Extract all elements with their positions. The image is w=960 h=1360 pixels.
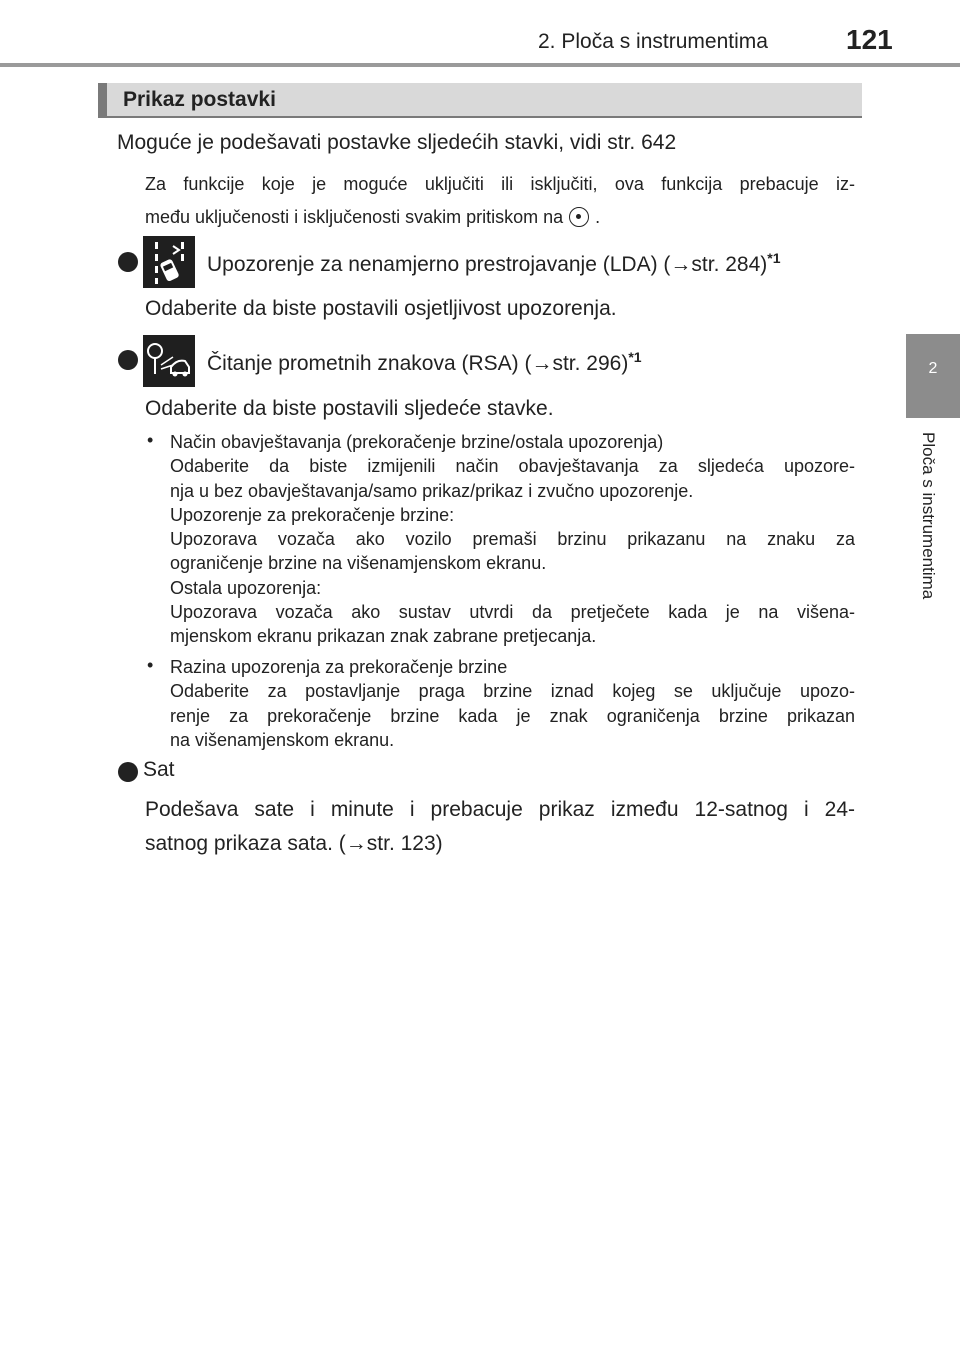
road-sign-assist-icon — [143, 335, 195, 387]
subitem-title: Način obavještavanja (prekoračenje brzine/ostala upozorenja) — [170, 432, 664, 452]
chapter-side-tab — [906, 334, 960, 418]
clock-description-line-2 — [145, 827, 855, 861]
side-tab-number: 2 — [928, 360, 938, 377]
arrow-icon: → — [531, 352, 553, 375]
sub-bullet: • — [147, 655, 154, 675]
subitem-line: ograničenje brzine na višenamjenskom ekranu. — [170, 553, 547, 574]
item-rsa-description: Odaberite da biste postavili sljedeće stavke. — [145, 397, 554, 420]
note-paragraph — [145, 168, 855, 234]
section-title: Prikaz postavki — [123, 88, 276, 111]
side-tab-label: Ploča s instrumentima — [919, 432, 938, 600]
item-rsa-label — [207, 349, 642, 376]
subitem-line: mjenskom ekranu prikazan znak zabrane pretjecanja. — [170, 626, 597, 647]
subitem-speed-warning-level — [170, 655, 855, 752]
clock-description-line-1: Podešava sate i minute i prebacuje prikaz između 12-satnog i 24- — [145, 798, 855, 821]
note-line-1: Za funkcije koje je moguće uključiti ili isključiti, ova funkcija prebacuje iz- — [145, 174, 855, 194]
subitem-line: Odaberite da biste izmijenili način obavještavanja za sljedeća upozore- — [170, 456, 855, 477]
item-lda-ref: str. 284) — [691, 253, 768, 276]
sub-bullet: • — [147, 430, 154, 450]
subitem-title: Razina upozorenja za prekoračenje brzine — [170, 657, 508, 677]
item-lda-label-text: Upozorenje za nenamjerno prestrojavanje (LDA) ( — [207, 253, 671, 276]
subitem-line: Odaberite za postavljanje praga brzine iznad kojeg se uključuje upozo- — [170, 681, 855, 702]
note-line-2 — [145, 201, 855, 234]
bullet-dot — [118, 252, 138, 272]
clock-description-text: satnog prikaza sata. ( — [145, 832, 346, 855]
dial-button-icon — [569, 207, 589, 227]
arrow-icon: → — [345, 832, 367, 855]
subitem-line: Ostala upozorenja: — [170, 577, 322, 598]
item-lda-footnote: *1 — [767, 250, 781, 266]
item-rsa-label-text: Čitanje prometnih znakova (RSA) ( — [207, 352, 532, 375]
subitem-line: Upozorava vozača ako vozilo premaši brzinu prikazanu na znaku za — [170, 529, 855, 550]
bullet-dot — [118, 350, 138, 370]
item-rsa-footnote: *1 — [628, 349, 642, 365]
item-rsa-ref: str. 296) — [552, 352, 629, 375]
item-lda-description: Odaberite da biste postavili osjetljivost upozorenja. — [145, 297, 617, 320]
item-clock-description — [145, 793, 855, 861]
lane-departure-icon — [143, 236, 195, 288]
chapter-title: 2. Ploča s instrumentima — [538, 30, 768, 53]
note-line-2-text: među uključenosti i isključenosti svakim pritiskom na — [145, 207, 564, 227]
note-line-2-end: . — [595, 207, 601, 227]
subitem-line: renje za prekoračenje brzine kada je znak ograničenja brzine prikazan — [170, 705, 855, 726]
clock-description-ref: str. 123) — [366, 832, 443, 855]
page-number: 121 — [846, 24, 893, 55]
subitem-line: nja u bez obavještavanja/samo prikaz/prikaz i zvučno upozorenje. — [170, 480, 694, 501]
subitem-line: Upozorava vozača ako sustav utvrdi da pretječete kada je na višena- — [170, 602, 855, 623]
subitem-notification-mode — [170, 430, 855, 649]
item-lda-label — [207, 250, 781, 277]
bullet-dot — [118, 762, 138, 782]
intro-text: Moguće je podešavati postavke sljedećih stavki, vidi str. 642 — [117, 131, 677, 154]
section-heading-bar — [98, 83, 862, 118]
subitem-line: Upozorenje za prekoračenje brzine: — [170, 504, 455, 525]
arrow-icon: → — [670, 253, 692, 276]
header-rule — [0, 63, 960, 67]
item-clock-label: Sat — [143, 758, 175, 781]
subitem-line: na višenamjenskom ekranu. — [170, 729, 395, 750]
